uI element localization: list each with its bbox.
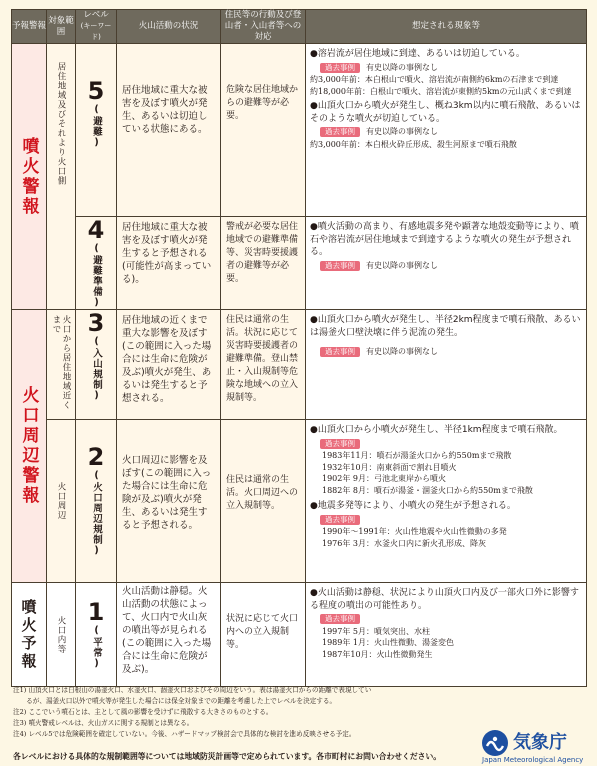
past-cases-badge: 過去事例: [320, 347, 360, 357]
event-text: 白根山で噴火、溶岩流が東側約5kmの元山武くまで到達: [370, 86, 572, 96]
level-1-keyword: (平常): [91, 625, 102, 670]
level-2-keyword: (火口周辺規制): [91, 470, 102, 557]
past-event: [310, 526, 581, 538]
target-crater-area: [47, 420, 76, 583]
event-date: 1989年 1月：: [322, 638, 374, 647]
jma-logo-english: Japan Meteorological Agency: [482, 756, 584, 764]
event-date: 約18,000年前：: [310, 86, 370, 96]
level-3-number: 3: [87, 309, 105, 337]
level-3-phenomena: [306, 310, 587, 420]
target-near-residential-label: 火口から居住地域近くまで: [51, 314, 71, 410]
footnote: 注2) ここでいう噴石とは、主として風の影響を受けずに飛散する大きさのものとする。: [13, 708, 273, 716]
jma-logo-icon: [482, 730, 508, 756]
crater-warning-label: 火口周辺警報: [18, 386, 39, 506]
phenomenon-bullet: ●山頂火口から噴火が発生し、概ね3km以内に噴石飛散、あるいはそのような噴火が切迫している。: [310, 101, 581, 124]
header-level-keyword: (キーワード): [80, 22, 112, 41]
past-event: [310, 637, 581, 649]
past-event: [310, 74, 581, 86]
event-text: 水釜火口内に新火孔形成、降灰: [374, 538, 486, 548]
group-eruption-forecast: [12, 583, 47, 687]
past-cases-badge: 過去事例: [320, 439, 360, 449]
event-text: 本白根山で噴火、溶岩流が南側約6kmの石津まで到達: [364, 75, 559, 84]
level-5-action: 危険な居住地域からの避難等が必要。: [221, 44, 306, 217]
table-row: [12, 310, 587, 420]
past-cases-badge: 過去事例: [320, 261, 360, 271]
level-2: [76, 420, 117, 583]
phenomenon-bullet: ●火山活動は静穏、状況により山頂火口内及び一部火口外に影響する程度の噴出の可能性あり。: [310, 588, 579, 611]
header-activity: 火山活動の状況: [117, 10, 221, 44]
footnotes: [13, 685, 473, 740]
event-date: 1997年 5月：: [322, 626, 374, 636]
level-3-keyword: (入山規制): [91, 336, 102, 402]
past-event: [310, 473, 581, 485]
level-1-phenomena: [306, 583, 587, 687]
past-note: 有史以降の事例なし: [366, 127, 438, 136]
header-action: 住民等の行動及び登山者・入山者等への対応: [221, 10, 306, 44]
event-text: 火山性地震や火山性微動の多発: [394, 527, 507, 536]
table-header-row: [12, 10, 587, 44]
level-4: [76, 217, 117, 310]
event-text: 噴石が湯釜・涸釜火口から約550mまで飛散: [374, 485, 533, 495]
level-5-keyword: (避難): [91, 104, 102, 149]
event-text: 南東斜面で割れ目噴火: [376, 462, 457, 472]
phenomenon-bullet: ●山頂火口から噴火が発生し、半径2km程度まで噴石飛散、あるいは湯釜火口壁決壊に伴う泥流の発生。: [310, 315, 581, 338]
group-eruption-warning: [12, 44, 47, 310]
level-3-activity: 居住地域の近くまで重大な影響を及ぼす(この範囲に入った場合には生命に危険が及ぶ)噴火が発生、あるいは発生すると予想される。: [117, 310, 221, 420]
level-2-phenomena: [306, 420, 587, 583]
level-1-action: 状況に応じて火口内への立入規制等。: [221, 583, 306, 687]
phenomenon-bullet: ●山頂火口から小噴火が発生し、半径1km程度まで噴石飛散。: [310, 425, 563, 435]
level-4-activity: 居住地域に重大な被害を及ぼす噴火が発生すると予想される(可能性が高まっている)。: [117, 217, 221, 310]
footnote: 注3) 噴火警戒レベルは、火山ガスに関する規制とは異なる。: [13, 719, 194, 727]
event-text: 本白根火砕丘形成、殺生河原まで噴石飛散: [364, 139, 517, 149]
event-date: 約3,000年前：: [310, 75, 365, 84]
past-event: [310, 86, 581, 98]
event-date: 1990年～1991年：: [322, 527, 395, 536]
bottom-note: 各レベルにおける具体的な規制範囲等については地域防災計画等で定められています。各市町村にお問い合わせください。: [13, 752, 442, 761]
past-event: [310, 485, 581, 497]
phenomenon-bullet: ●噴火活動の高まり、有感地震多発や顕著な地殻変動等により、噴石や溶岩流が居住地域まで到達するような噴火の発生が予想される。: [310, 222, 579, 257]
past-cases-badge: 過去事例: [320, 63, 360, 73]
level-1-activity: 火山活動は静穏。火山活動の状態によって、火口内で火山灰の噴出等が見られる(この範囲に入った場合には生命に危険が及ぶ)。: [117, 583, 221, 687]
past-note: 有史以降の事例なし: [366, 260, 438, 270]
group-crater-warning: [12, 310, 47, 583]
level-1-number: 1: [87, 598, 105, 626]
past-cases-badge: 過去事例: [320, 127, 360, 137]
target-residential-label: 居住地域及びそれより火口側: [56, 61, 66, 185]
level-5: [76, 44, 117, 217]
past-event: [310, 462, 581, 474]
target-crater-inside: [47, 583, 76, 687]
target-residential: [47, 44, 76, 310]
level-3-action: 住民は通常の生活。状況に応じて災害時要援護者の避難準備。登山禁止・入山規制等危険な地域への立入規制等。: [221, 310, 306, 420]
phenomenon-bullet: ●地震多発等により、小噴火の発生が予想される。: [310, 501, 516, 511]
footnote: るが、湯釜火口以外で噴火等が発生した場合には保全対象までの距離を考慮した上でレベルを決定する。: [13, 697, 337, 705]
past-event: [310, 139, 581, 151]
level-4-keyword: (避難準備): [91, 243, 102, 309]
level-5-activity: 居住地域に重大な被害を及ぼす噴火が発生、あるいは切迫している状態にある。: [117, 44, 221, 217]
event-date: 約3,000年前：: [310, 139, 365, 149]
event-text: 噴気突出、水柱: [374, 626, 430, 636]
level-1: [76, 583, 117, 687]
event-text: 噴石が湯釜火口から約550mまで飛散: [376, 451, 512, 460]
level-4-number: 4: [87, 216, 105, 244]
table-row: [12, 217, 587, 310]
level-5-number: 5: [87, 77, 105, 105]
level-2-number: 2: [87, 443, 105, 471]
target-crater-inside-label: 火口内等: [56, 615, 66, 654]
past-note: 有史以降の事例なし: [366, 62, 438, 72]
jma-logo-name: 気象庁: [513, 732, 567, 753]
past-event: [310, 626, 581, 638]
table-row: [12, 44, 587, 217]
eruption-warning-label: 噴火警報: [18, 136, 39, 217]
event-date: 1976年 3月：: [322, 538, 374, 548]
past-event: [310, 538, 581, 550]
event-date: 1987年10月：: [322, 649, 377, 659]
header-target-area: 対象範囲: [47, 10, 76, 44]
footnote: 注1) 山頂火口とは白根山の湯釜火口、水釜火口、涸釜火口およびその周辺をいう。表は湯釜火口からの距離で表現してい: [13, 686, 372, 694]
header-phenomena: 想定される現象等: [306, 10, 587, 44]
level-3: [76, 310, 117, 420]
volcanic-alert-level-table: [11, 9, 587, 687]
event-date: 1932年10月：: [322, 462, 377, 472]
level-2-action: 住民は通常の生活。火口周辺への立入規制等。: [221, 420, 306, 583]
phenomenon-bullet: ●溶岩流が居住地域に到達、あるいは切迫している。: [310, 49, 525, 59]
past-event: [310, 450, 581, 462]
header-forecast-warning: 予報警報: [12, 10, 47, 44]
eruption-forecast-label: 噴火予報: [19, 598, 38, 671]
event-text: 火山性微動発生: [376, 649, 433, 659]
past-note: 有史以降の事例なし: [366, 347, 438, 356]
target-crater-area-label: 火口周辺: [56, 482, 66, 520]
footnote: 注4) レベル5では危険範囲を確定していない。今後、ハザードマップ検討会で具体的な検討を進め反映させる予定。: [13, 730, 356, 738]
target-near-residential: [47, 310, 76, 420]
past-event: [310, 649, 581, 661]
level-4-action: 警戒が必要な居住地域での避難準備等、災害時要援護者の避難等が必要。: [221, 217, 306, 310]
past-cases-badge: 過去事例: [320, 614, 360, 624]
header-level-label: レベル: [83, 10, 109, 20]
header-level: [76, 10, 117, 44]
jma-logo: [482, 730, 588, 764]
event-text: 火山性微動、湯釜変色: [374, 638, 454, 647]
table-row: [12, 583, 587, 687]
table-row: [12, 420, 587, 583]
event-date: 1882年 8月：: [322, 485, 374, 495]
event-date: 1983年11月：: [322, 451, 377, 460]
event-date: 1902年 9月：: [322, 474, 374, 483]
past-cases-badge: 過去事例: [320, 515, 360, 525]
event-text: 弓池北東岸から噴火: [374, 474, 446, 483]
level-5-phenomena: [306, 44, 587, 217]
level-4-phenomena: [306, 217, 587, 310]
level-2-activity: 火口周辺に影響を及ぼす(この範囲に入った場合には生命に危険が及ぶ)噴火が発生、あるいは発生すると予想される。: [117, 420, 221, 583]
